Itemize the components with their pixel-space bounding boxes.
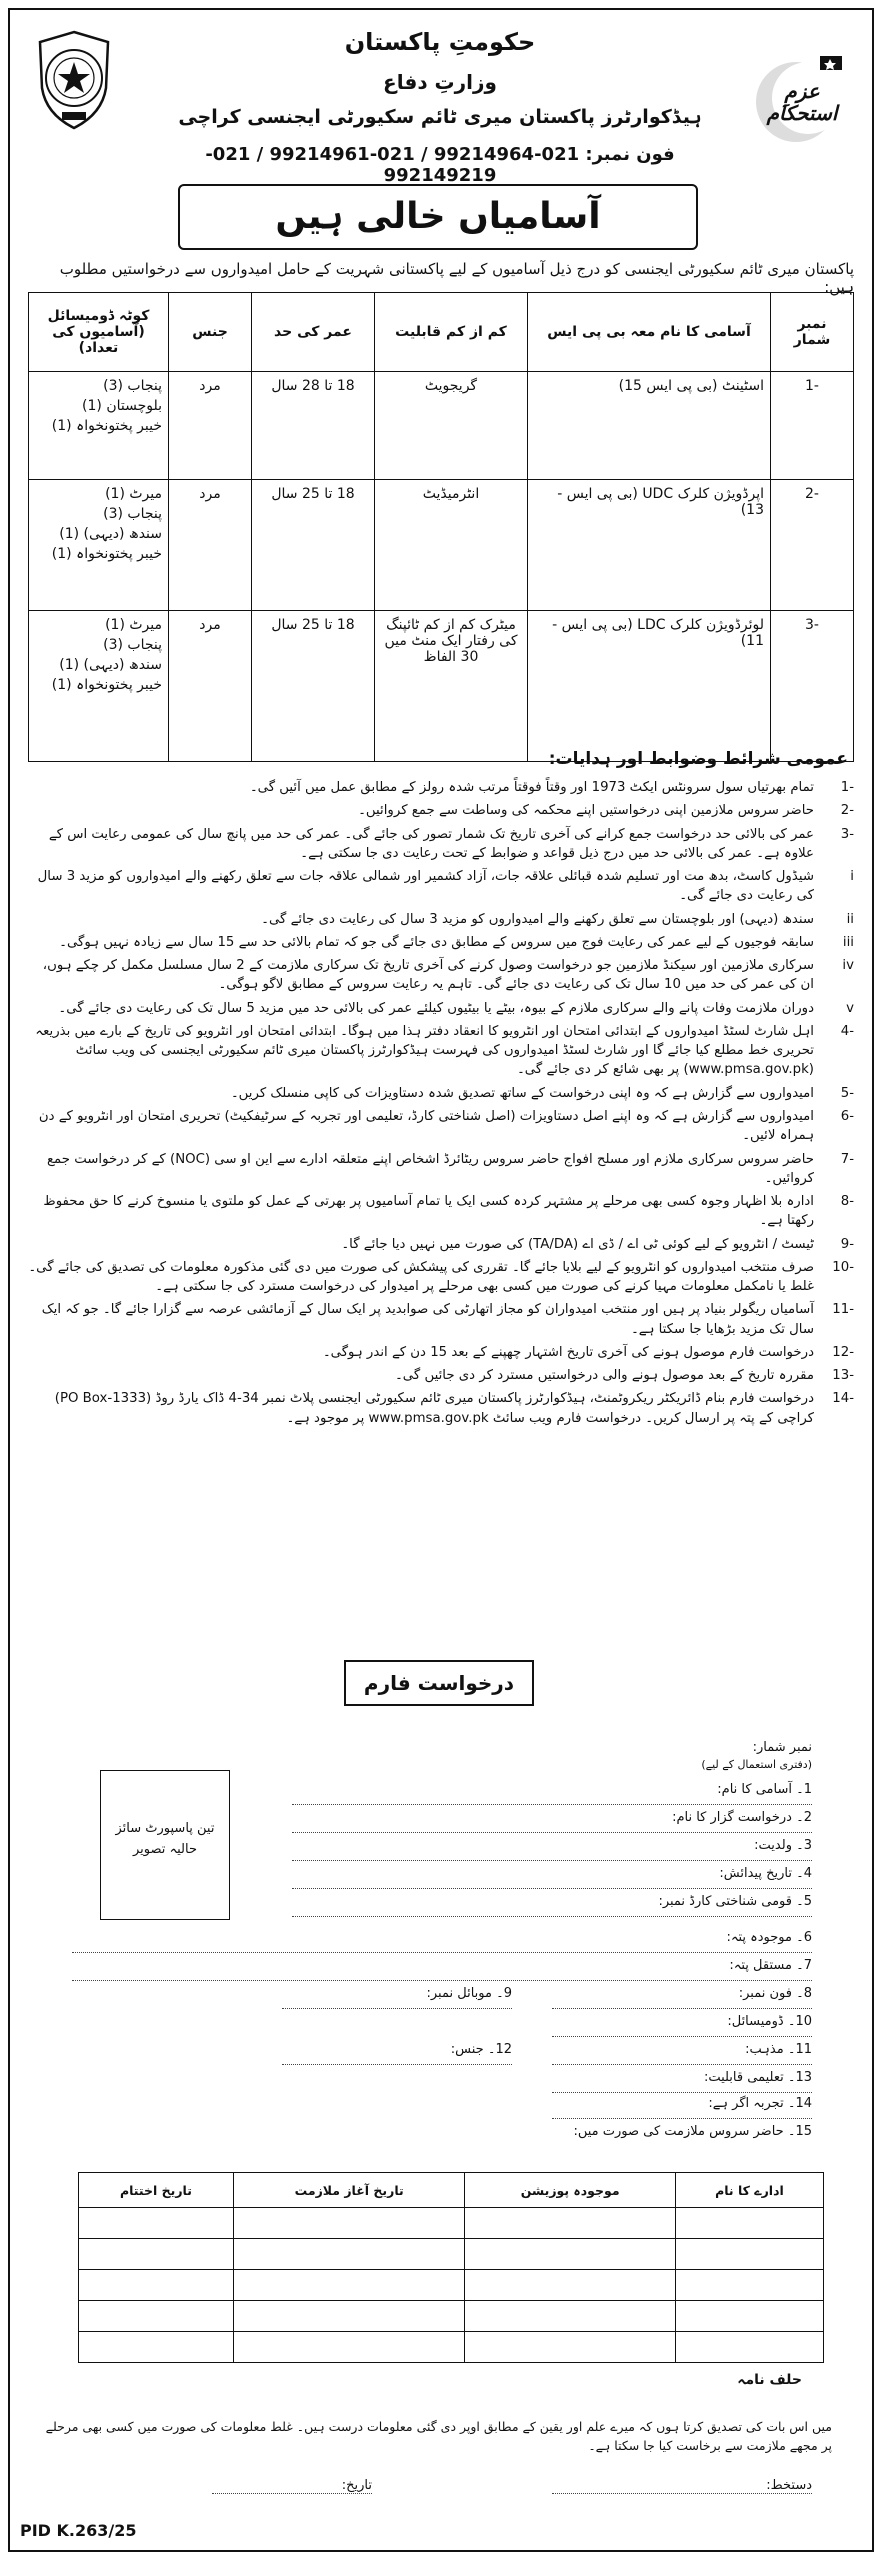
rule-number: -2 xyxy=(840,803,854,819)
field-label: 13۔ تعلیمی قابلیت: xyxy=(698,2070,812,2085)
table-cell[interactable] xyxy=(233,2270,465,2301)
cell-qualification: گریجویٹ xyxy=(375,372,528,480)
rule-item xyxy=(28,1150,854,1189)
cell-age: 18 تا 25 سال xyxy=(252,611,375,762)
col-gender: جنس xyxy=(169,293,252,372)
form-field[interactable] xyxy=(292,1838,812,1861)
rule-item xyxy=(28,1366,854,1385)
rule-item xyxy=(28,1192,854,1231)
cell-post: اپرڈویژن کلرک UDC (بی پی ایس - 13) xyxy=(528,480,771,611)
form-field[interactable] xyxy=(292,1782,812,1805)
table-row xyxy=(79,2239,824,2270)
form-field[interactable] xyxy=(72,1958,812,1981)
table-cell[interactable] xyxy=(675,2239,823,2270)
col-position: موجودہ پوزیشن xyxy=(465,2173,675,2208)
form-field[interactable] xyxy=(552,2042,812,2065)
col-post: آسامی کا نام معہ بی پی ایس xyxy=(528,293,771,372)
rule-text: عمر کی بالائی حد درخواست جمع کرانے کی آخری تاریخ تک شمار تصور کی جائے گی۔ عمر کی حد میں پانچ سال کی عمومی رعایت اس کے علاوہ ہے۔ عمر کی بالائی حد میں درج ذیل قواعد و ضوابط کے تحت رعایت دی جا سکتی ہے۔ xyxy=(48,826,814,861)
serial-label: نمبر شمار: xyxy=(752,1740,812,1755)
rule-item xyxy=(28,1107,854,1146)
rule-number: -8 xyxy=(840,1194,854,1210)
col-start-date: تاریخ آغاز ملازمت xyxy=(233,2173,465,2208)
cell-serial: -1 xyxy=(771,372,854,480)
rule-number: i xyxy=(850,869,854,885)
quota-item: پنجاب (3) xyxy=(103,637,162,653)
col-org-name: ادارے کا نام xyxy=(675,2173,823,2208)
rule-item xyxy=(28,825,854,864)
rule-text: حاضر سروس سرکاری ملازم اور مسلح افواج حاضر سروس ریٹائرڈ اشخاص اپنے متعلقہ ادارے سے این او سی (NOC) کے کر درخواست جمع کروائیں۔ xyxy=(46,1151,814,1186)
rule-item xyxy=(28,1235,854,1254)
quota-item: سندھ (دیہی) (1) xyxy=(59,657,162,673)
rule-number: -9 xyxy=(840,1236,854,1252)
field-label: 10۔ ڈومیسائل: xyxy=(721,2014,812,2029)
table-cell[interactable] xyxy=(79,2332,234,2363)
rule-text: اہل شارٹ لسٹڈ امیدواروں کے ابتدائی امتحان اور انٹرویو کا انعقاد دفتر ہذا میں ہوگا۔ ابتدائی امتحان اور انٹرویو کی تاریخ کے بارے میں بذریعہ تحریری خط مطلع کیا جائے گا اور شارٹ لسٹڈ امیدواروں کی فہرست ہیڈکوارٹرز پاکستان میری ٹائم سکیورٹی ایجنسی کی ویب سائٹ (www.pmsa.gov.pk) پر بھی شائع کر دی جائے گی۔ xyxy=(35,1023,814,1078)
rule-item xyxy=(28,956,854,995)
cell-gender: مرد xyxy=(169,480,252,611)
quota-item: پنجاب (3) xyxy=(103,378,162,394)
jobs-table xyxy=(28,292,854,762)
rule-text: امیدواروں سے گزارش ہے کہ وہ اپنی درخواست کے ساتھ تصدیق شدہ دستاویزات کی کاپی منسلک کریں۔ xyxy=(230,1085,814,1101)
form-field[interactable] xyxy=(282,1986,512,2009)
form-field[interactable] xyxy=(282,2042,512,2065)
quota-item: خیبر پختونخواہ (1) xyxy=(51,677,162,693)
table-cell[interactable] xyxy=(79,2208,234,2239)
form-field[interactable] xyxy=(552,1986,812,2009)
quota-item: پنجاب (3) xyxy=(103,506,162,522)
rule-item xyxy=(28,910,854,929)
form-field[interactable] xyxy=(292,1894,812,1917)
rule-text: سابقہ فوجیوں کے لیے عمر کی رعایت فوج میں سروس کے مطابق دی جائے گی جو کہ تمام بالائی حد سے 15 سال سے زیادہ نہیں ہوگی۔ xyxy=(59,934,814,950)
rule-number: ii xyxy=(846,911,854,927)
rule-number: -12 xyxy=(832,1344,854,1360)
form-field[interactable] xyxy=(292,1810,812,1833)
rule-number: -10 xyxy=(832,1259,854,1275)
cell-gender: مرد xyxy=(169,372,252,480)
rule-item xyxy=(28,999,854,1018)
date-field[interactable]: تاریخ: xyxy=(212,2478,372,2494)
cell-serial: -3 xyxy=(771,611,854,762)
rule-text: شیڈول کاسٹ، بدھ مت اور تسلیم شدہ قبائلی علاقہ جات، آزاد کشمیر اور شمالی علاقہ جات سے تعلق رکھنے والے امیدواروں کو مزید 3 سال کی رعایت دی جائے گی۔ xyxy=(37,869,814,904)
quota-item: میرٹ (1) xyxy=(105,617,162,633)
form-field[interactable] xyxy=(72,1930,812,1953)
cell-age: 18 تا 28 سال xyxy=(252,372,375,480)
table-cell[interactable] xyxy=(465,2332,675,2363)
intro-text: پاکستان میری ٹائم سکیورٹی ایجنسی کو درج ذیل آسامیوں کے لیے پاکستانی شہریت کے حامل امیدواروں سے درخواستیں مطلوب ہیں: xyxy=(59,260,854,296)
cell-quota xyxy=(29,480,169,611)
field-label: 6۔ موجودہ پتہ: xyxy=(720,1930,812,1945)
oath-text: میں اس بات کی تصدیق کرتا ہوں کہ میرے علم اور یقین کے مطابق اوپر دی گئی معلومات درست ہیں۔ غلط معلومات کی صورت میں کسی بھی مرحلے پر مجھے ملازمت سے برخاست کیا جا سکتا ہے۔ xyxy=(45,2419,832,2453)
jobs-table-header xyxy=(29,293,854,372)
table-cell[interactable] xyxy=(675,2208,823,2239)
table-cell[interactable] xyxy=(233,2301,465,2332)
col-quota: کوٹہ ڈومیسائل (آسامیوں کی تعداد) xyxy=(29,293,169,372)
rule-text: درخواست فارم موصول ہونے کی آخری تاریخ اشتہار چھپنے کے بعد 15 دن کے اندر ہوگی۔ xyxy=(322,1344,814,1360)
table-row xyxy=(79,2301,824,2332)
table-row xyxy=(79,2332,824,2363)
phone-numbers: فون نمبر: 021-99214964 / 021-99214961 / 021-992149219 xyxy=(205,144,675,186)
table-cell[interactable] xyxy=(79,2301,234,2332)
cell-quota xyxy=(29,372,169,480)
table-cell[interactable] xyxy=(233,2208,465,2239)
rule-text: ٹیسٹ / انٹرویو کے لیے کوئی ٹی اے / ڈی اے (TA/DA) کی صورت میں نہیں دیا جائے گا۔ xyxy=(341,1236,814,1252)
signature-row xyxy=(100,2478,812,2500)
rule-text: دوران ملازمت وفات پانے والے سرکاری ملازم کے بیوہ، بیٹے یا بیٹیوں کیلئے عمر کی بالائی حد میں مزید 5 سال تک کی رعایت دی جائے گی۔ xyxy=(58,1000,814,1016)
rule-number: -3 xyxy=(840,826,854,842)
cell-qualification: انٹرمیڈیٹ xyxy=(375,480,528,611)
rule-item xyxy=(28,1343,854,1362)
pmsa-emblem-icon xyxy=(32,28,116,132)
field-label: 3۔ ولدیت: xyxy=(748,1838,812,1853)
rule-number: -14 xyxy=(832,1391,854,1407)
table-cell[interactable] xyxy=(465,2301,675,2332)
field-label: 5۔ قومی شناختی کارڈ نمبر: xyxy=(652,1894,812,1909)
rule-number: -1 xyxy=(840,780,854,795)
quota-item: سندھ (دیہی) (1) xyxy=(59,526,162,542)
rule-item xyxy=(28,1300,854,1339)
form-field[interactable] xyxy=(552,2096,812,2119)
table-cell[interactable] xyxy=(675,2301,823,2332)
field-label: 7۔ مستقل پتہ: xyxy=(723,1958,812,1973)
rule-number: -13 xyxy=(832,1368,854,1384)
table-cell[interactable] xyxy=(675,2332,823,2363)
field-label: 14۔ تجربہ اگر ہے: xyxy=(702,2096,812,2111)
rule-number: -4 xyxy=(840,1023,854,1039)
rule-text: سندھ (دیہی) اور بلوچستان سے تعلق رکھنے والے امیدواروں کو مزید 3 سال کی رعایت دی جائے گی۔ xyxy=(261,911,814,927)
campaign-logo xyxy=(742,50,852,150)
photo-label: تین پاسپورٹ سائز xyxy=(115,1821,215,1836)
rule-text: ادارہ بلا اظہار وجوہ کسی بھی مرحلے پر مشتہر کردہ کسی ایک یا تمام آسامیوں پر بھرتی کے عمل کو ملتوی یا منسوخ کرنے کا حق محفوظ رکھتا ہے۔ xyxy=(43,1194,814,1229)
table-cell[interactable] xyxy=(233,2239,465,2270)
advertisement-page xyxy=(8,8,874,2552)
header-line-2: وزارتِ دفاع xyxy=(383,70,497,94)
rule-item xyxy=(28,867,854,906)
quota-item: خیبر پختونخواہ (1) xyxy=(51,546,162,562)
table-cell[interactable] xyxy=(465,2208,675,2239)
rule-text: آسامیاں ریگولر بنیاد پر ہیں اور منتخب امیدواران کو مجاز اتھارٹی کی صوابدید پر ایک سال کے آزمائشی عرصہ سے گزارا جائے گا۔ جو کہ ایک سال تک مزید بڑھایا جا سکتا ہے۔ xyxy=(41,1302,814,1337)
table-cell[interactable] xyxy=(233,2332,465,2363)
employment-table-header xyxy=(79,2173,824,2208)
rule-number: -6 xyxy=(840,1108,854,1124)
table-cell[interactable] xyxy=(675,2270,823,2301)
rule-number: iv xyxy=(842,958,854,974)
employment-table xyxy=(78,2172,824,2363)
form-field[interactable] xyxy=(552,2014,812,2037)
cell-gender: مرد xyxy=(169,611,252,762)
form-field[interactable] xyxy=(552,2070,812,2093)
signature-field[interactable]: دستخط: xyxy=(552,2478,812,2494)
rule-text: حاضر سروس ملازمین اپنی درخواستیں اپنے محکمہ کی وساطت سے جمع کروائیں۔ xyxy=(358,803,814,819)
field-label: 11۔ مذہب: xyxy=(739,2042,812,2057)
quota-item: خیبر پختونخواہ (1) xyxy=(51,418,162,434)
rule-text: امیدواروں سے گزارش ہے کہ وہ اپنے اصل دستاویزات (اصل شناختی کارڈ، تعلیمی اور تجربہ کے سرٹیفکیٹ) تحریری امتحان اور انٹرویو کے دن ہمراہ لائیں۔ xyxy=(38,1108,814,1144)
rule-item xyxy=(28,1389,854,1428)
field-label: 2۔ درخواست گزار کا نام: xyxy=(666,1810,812,1825)
rules-list xyxy=(28,778,854,1432)
table-cell[interactable] xyxy=(79,2239,234,2270)
table-row xyxy=(79,2270,824,2301)
photo-box xyxy=(100,1770,230,1920)
rule-text: تمام بھرتیاں سول سرونٹس ایکٹ 1973 اور وقتاً فوقتاً مرتب شدہ رولز کے مطابق عمل میں آئیں گی۔ xyxy=(249,780,814,795)
col-end-date: تاریخ اختتام xyxy=(79,2173,234,2208)
table-cell[interactable] xyxy=(465,2239,675,2270)
rule-item xyxy=(28,778,854,797)
rule-number: iii xyxy=(842,934,854,950)
field-label: 1۔ آسامی کا نام: xyxy=(711,1782,812,1797)
col-qualification: کم از کم قابلیت xyxy=(375,293,528,372)
rule-item xyxy=(28,1084,854,1103)
col-serial: نمبر شمار xyxy=(771,293,854,372)
table-row xyxy=(29,372,854,480)
cell-serial: -2 xyxy=(771,480,854,611)
photo-label: حالیہ تصویر xyxy=(132,1841,198,1857)
rule-item xyxy=(28,1022,854,1080)
rule-text: سرکاری ملازمین اور سیکنڈ ملازمین جو درخواست وصول کرنے کی آخری تاریخ تک سرکاری ملازمت کے 2 سال مسلسل مکمل کر چکے ہوں، ان کی عمر کی حد میں 10 سال تک کی رعایت دی جائے گی۔ تاہم یہ رعایت سروس کے مطابق لاگو ہوگی۔ xyxy=(42,958,814,993)
rule-text: درخواست فارم بنام ڈائریکٹر ریکروٹمنٹ، ہیڈکوارٹرز پاکستان میری ٹائم سکیورٹی ایجنسی پلاٹ نمبر 34-4 ڈاک یارڈ روڈ (PO Box-1333) کراچی کے پتہ پر ارسال کریں۔ درخواست فارم ویب سائٹ www.pmsa.gov.pk پر موجود ہے۔ xyxy=(54,1391,814,1426)
field-label: 15۔ حاضر سروس ملازمت کی صورت میں: xyxy=(567,2124,812,2139)
quota-item: بلوچستان (1) xyxy=(82,398,162,414)
rule-item xyxy=(28,1258,854,1297)
form-title: درخواست فارم xyxy=(344,1660,534,1706)
cell-post: لوئرڈویژن کلرک LDC (بی پی ایس - 11) xyxy=(528,611,771,762)
col-age: عمر کی حد xyxy=(252,293,375,372)
rule-text: صرف منتخب امیدواروں کو انٹرویو کے لیے بلایا جائے گا۔ تقرری کی پیشکش کی صورت میں دی گئی مذکورہ معلومات کی تصدیق کی جائے گی۔ غلط یا نامکمل معلومات مہیا کرنے کی صورت میں کسی بھی مرحلے پر امیدوار کی درخواست مسترد کی جا سکتی ہے۔ xyxy=(28,1259,814,1295)
campaign-logo-text: عزمِ استحکام xyxy=(766,79,838,125)
table-row xyxy=(79,2208,824,2239)
serial-note: (دفتری استعمال کے لیے) xyxy=(701,1758,812,1771)
rule-item xyxy=(28,801,854,820)
application-form xyxy=(70,1740,812,2150)
form-field[interactable] xyxy=(292,1866,812,1889)
quota-item: میرٹ (1) xyxy=(105,486,162,502)
field-label: 4۔ تاریخ پیدائش: xyxy=(713,1866,812,1881)
cell-age: 18 تا 25 سال xyxy=(252,480,375,611)
rule-number: -11 xyxy=(832,1302,854,1318)
field-label: 9۔ موبائل نمبر: xyxy=(421,1986,513,2001)
header-line-1: حکومتِ پاکستان xyxy=(344,28,536,56)
table-row xyxy=(29,480,854,611)
vacancies-banner: آسامیاں خالی ہیں xyxy=(178,184,698,250)
cell-post: اسٹینٹ (بی پی ایس 15) xyxy=(528,372,771,480)
table-row xyxy=(29,611,854,762)
cell-quota xyxy=(29,611,169,762)
rule-text: مقررہ تاریخ کے بعد موصول ہونے والی درخواستیں مسترد کر دی جائیں گی۔ xyxy=(395,1368,814,1384)
oath-title: حلف نامہ xyxy=(737,2372,802,2388)
field-label: 12۔ جنس: xyxy=(445,2042,512,2057)
rule-item xyxy=(28,933,854,952)
table-cell[interactable] xyxy=(79,2270,234,2301)
table-cell[interactable] xyxy=(465,2270,675,2301)
field-label: 8۔ فون نمبر: xyxy=(733,1986,812,2001)
cell-qualification: میٹرک کم از کم ٹائپنگ کی رفتار ایک منٹ میں 30 الفاظ xyxy=(375,611,528,762)
rule-number: v xyxy=(846,1000,854,1016)
rule-number: -5 xyxy=(840,1085,854,1101)
form-field xyxy=(412,2124,812,2146)
rule-number: -7 xyxy=(840,1151,854,1167)
pid-number: PID K.263/25 xyxy=(20,2521,137,2540)
rules-title: عمومی شرائط وضوابط اور ہدایات: xyxy=(548,749,848,769)
header-line-3: ہیڈکوارٹرز پاکستان میری ٹائم سکیورٹی ایجنسی کراچی xyxy=(178,106,702,128)
